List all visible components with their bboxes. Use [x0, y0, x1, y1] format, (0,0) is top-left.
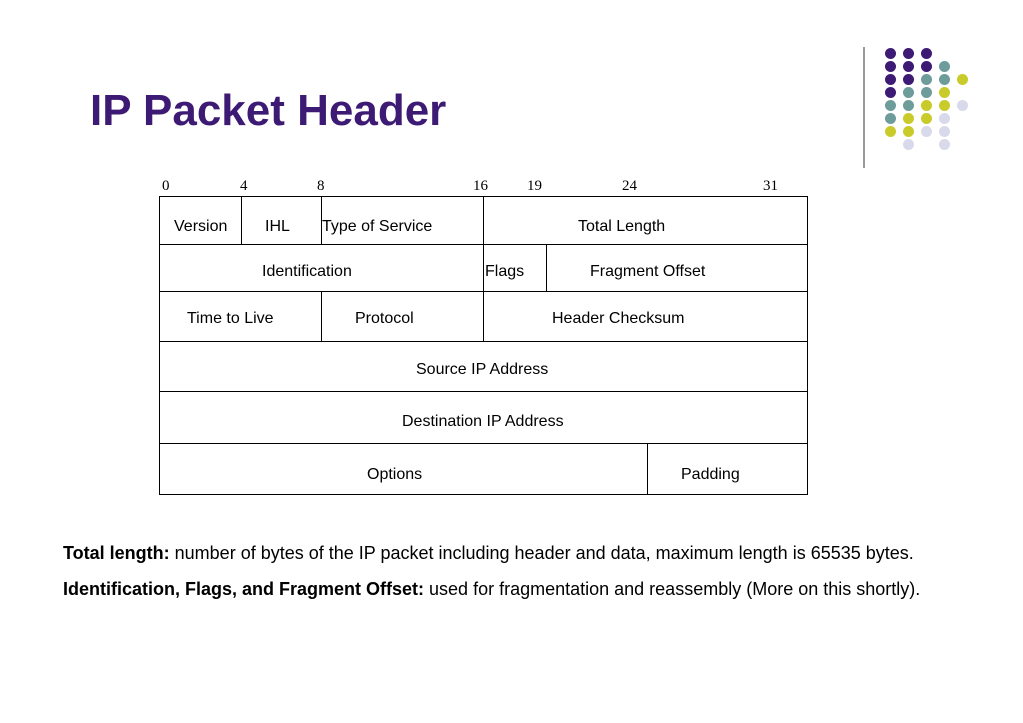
dot-lavender — [939, 126, 950, 137]
dot-yellow — [957, 74, 968, 85]
dot-teal — [939, 61, 950, 72]
field-type-of-service: Type of Service — [322, 218, 433, 235]
dot-teal — [885, 113, 896, 124]
dot-teal — [903, 87, 914, 98]
dot-purple — [885, 87, 896, 98]
field-total-length: Total Length — [578, 218, 666, 235]
dot-lavender — [921, 126, 932, 137]
dot-purple — [921, 61, 932, 72]
dot-purple — [885, 74, 896, 85]
field-time-to-live: Time to Live — [187, 310, 274, 327]
row-divider — [160, 443, 807, 444]
dot-purple — [903, 74, 914, 85]
field-flags: Flags — [485, 263, 525, 280]
dot-yellow — [885, 126, 896, 137]
dot-lavender — [903, 139, 914, 150]
dot-lavender — [939, 113, 950, 124]
bit-label-24: 24 — [622, 178, 637, 194]
dot-yellow — [903, 113, 914, 124]
field-divider — [483, 291, 484, 341]
note-fragmentation — [63, 577, 963, 602]
field-padding: Padding — [681, 466, 740, 483]
note-text: number of bytes of the IP packet including header and data, maximum length is 65535 bytes. — [169, 543, 914, 563]
field-ihl: IHL — [265, 218, 290, 235]
bit-label-16: 16 — [473, 178, 488, 194]
row-divider — [160, 391, 807, 392]
dot-teal — [939, 74, 950, 85]
bit-label-31: 31 — [763, 178, 778, 194]
notes — [63, 541, 963, 613]
note-term: Identification, Flags, and Fragment Offset: — [63, 579, 425, 599]
field-fragment-offset: Fragment Offset — [590, 263, 706, 280]
field-divider — [241, 197, 242, 244]
dot-purple — [903, 48, 914, 59]
bit-label-19: 19 — [527, 178, 542, 194]
dot-purple — [921, 48, 932, 59]
dot-lavender — [957, 100, 968, 111]
dot-teal — [921, 74, 932, 85]
bit-position-ruler — [0, 176, 1023, 196]
dot-yellow — [939, 100, 950, 111]
dot-lavender — [939, 139, 950, 150]
field-version: Version — [174, 218, 228, 235]
field-options: Options — [367, 466, 423, 483]
ip-header-diagram — [159, 196, 808, 495]
bit-label-8: 8 — [317, 178, 325, 194]
field-divider — [483, 244, 484, 291]
dot-yellow — [903, 126, 914, 137]
field-source-ip-address: Source IP Address — [416, 361, 549, 378]
dot-yellow — [921, 113, 932, 124]
field-header-checksum: Header Checksum — [552, 310, 685, 327]
field-divider — [483, 197, 484, 244]
bit-label-4: 4 — [240, 178, 248, 194]
note-total-length — [63, 541, 963, 566]
field-identification: Identification — [262, 263, 352, 280]
field-divider — [321, 291, 322, 341]
dot-teal — [885, 100, 896, 111]
field-divider — [546, 244, 547, 291]
dot-teal — [903, 100, 914, 111]
title-divider — [863, 47, 865, 168]
bit-label-0: 0 — [162, 178, 170, 194]
slide-title: IP Packet Header — [90, 86, 447, 135]
dot-purple — [885, 48, 896, 59]
note-term: Total length: — [63, 543, 170, 563]
dot-yellow — [921, 100, 932, 111]
field-protocol: Protocol — [355, 310, 414, 327]
field-destination-ip-address: Destination IP Address — [402, 413, 564, 430]
dot-yellow — [939, 87, 950, 98]
row-divider — [160, 341, 807, 342]
note-text: used for fragmentation and reassembly (More on this shortly). — [424, 579, 921, 599]
dot-purple — [903, 61, 914, 72]
dot-purple — [885, 61, 896, 72]
field-divider — [647, 443, 648, 494]
dot-teal — [921, 87, 932, 98]
